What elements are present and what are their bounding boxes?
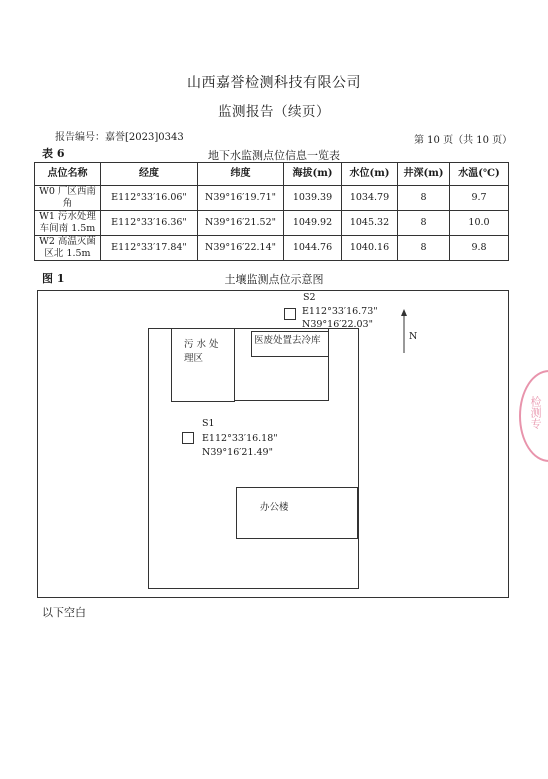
- medical-waste-label: 医废处置去冷库: [254, 335, 321, 346]
- table-cell: N39°16′19.71": [198, 186, 284, 211]
- table-cell: W2 高温灭菌区北 1.5m: [35, 236, 101, 261]
- s2-latitude: N39°16′22.03": [302, 319, 373, 330]
- table-cell: E112°33′17.84": [101, 236, 198, 261]
- table-row: [35, 236, 509, 261]
- table-row: [35, 211, 509, 236]
- s1-label: S1: [202, 418, 215, 429]
- report-number: 报告编号：嘉誉[2023]0343: [55, 132, 184, 143]
- column-header: 点位名称: [35, 163, 101, 186]
- column-header: 水温(℃): [450, 163, 509, 186]
- table-cell: 8: [398, 211, 450, 236]
- table-cell: 8: [398, 186, 450, 211]
- site-map: [37, 290, 509, 598]
- s2-marker: [284, 308, 296, 320]
- seal-text: 检测专: [529, 396, 542, 429]
- table-cell: N39°16′21.52": [198, 211, 284, 236]
- sewage-area-label: 污 水 处 理区: [184, 339, 219, 364]
- s1-longitude: E112°33′16.18": [202, 433, 278, 444]
- s1-latitude: N39°16′21.49": [202, 447, 273, 458]
- table-title: 地下水监测点位信息一览表: [208, 149, 340, 162]
- groundwater-table: [34, 162, 509, 261]
- column-header: 纬度: [198, 163, 284, 186]
- office-label: 办公楼: [260, 502, 289, 513]
- table-header-row: [35, 163, 509, 186]
- table-cell: 1049.92: [284, 211, 342, 236]
- table-cell: 9.8: [450, 236, 509, 261]
- company-name: 山西嘉誉检测科技有限公司: [187, 75, 361, 91]
- s2-label: S2: [303, 292, 316, 303]
- office-building: [236, 487, 358, 539]
- table-cell: 10.0: [450, 211, 509, 236]
- table-label: 表 6: [42, 147, 65, 160]
- table-cell: 1045.32: [342, 211, 398, 236]
- table-row: [35, 186, 509, 211]
- table-cell: N39°16′22.14": [198, 236, 284, 261]
- table-cell: 1044.76: [284, 236, 342, 261]
- column-header: 海拔(m): [284, 163, 342, 186]
- table-cell: W0 厂区西南角: [35, 186, 101, 211]
- s1-marker: [182, 432, 194, 444]
- column-header: 井深(m): [398, 163, 450, 186]
- table-cell: 1039.39: [284, 186, 342, 211]
- table-cell: 9.7: [450, 186, 509, 211]
- s2-longitude: E112°33′16.73": [302, 306, 378, 317]
- north-label: N: [409, 331, 418, 342]
- table-cell: E112°33′16.36": [101, 211, 198, 236]
- blank-note: 以下空白: [42, 606, 86, 619]
- figure-title: 土壤监测点位示意图: [224, 273, 324, 286]
- table-cell: W1 污水处理车间南 1.5m: [35, 211, 101, 236]
- table-cell: 1034.79: [342, 186, 398, 211]
- column-header: 水位(m): [342, 163, 398, 186]
- table-cell: 1040.16: [342, 236, 398, 261]
- document-title: 监测报告（续页）: [218, 104, 330, 120]
- column-header: 经度: [101, 163, 198, 186]
- table-cell: 8: [398, 236, 450, 261]
- table-cell: E112°33′16.06": [101, 186, 198, 211]
- page-indicator: 第 10 页（共 10 页）: [414, 135, 513, 146]
- figure-label: 图 1: [42, 272, 65, 285]
